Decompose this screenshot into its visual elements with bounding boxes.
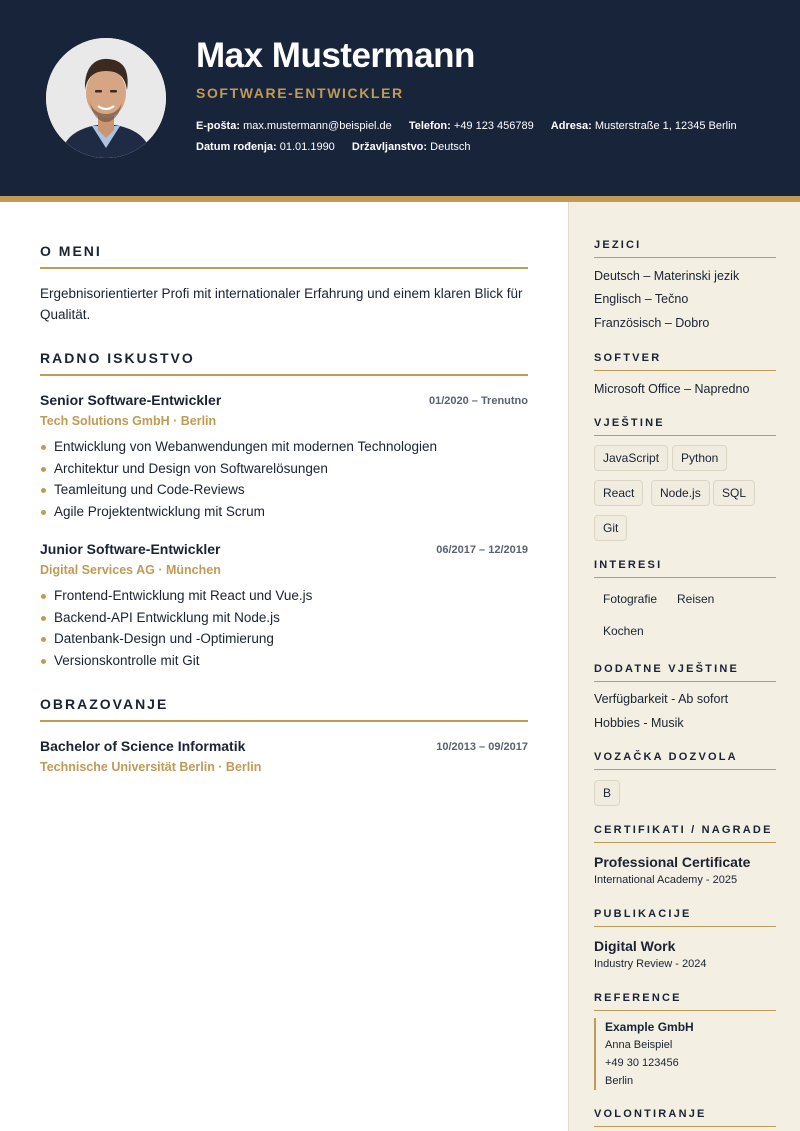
- job-bullets: [40, 436, 437, 522]
- education-degree: Bachelor of Science Informatik: [40, 738, 246, 754]
- skill-chip: Node.js: [651, 480, 710, 506]
- sidebar-heading-software: SOFTVER: [594, 352, 776, 371]
- bullet-item: Versionskontrolle mit Git: [40, 650, 312, 672]
- job-company: Tech Solutions GmbH · Berlin: [40, 414, 217, 428]
- contact-birthdate-label: Datum rođenja:: [196, 141, 277, 153]
- education-school: Technische Universität Berlin · Berlin: [40, 760, 262, 774]
- section-heading-experience: RADNO ISKUSTVO: [40, 350, 528, 376]
- extra-skill-item: Verfügbarkeit - Ab sofort: [594, 692, 729, 706]
- job-bullets: [40, 585, 312, 671]
- contact-row-1: [196, 120, 751, 132]
- interest-chip: Fotografie: [603, 592, 658, 606]
- skill-chip: SQL: [713, 480, 755, 506]
- sidebar-heading-skills: VJEŠTINE: [594, 417, 776, 436]
- avatar: [46, 38, 166, 158]
- bullet-item: Datenbank-Design und -Optimierung: [40, 628, 312, 650]
- contact-phone: [409, 120, 534, 132]
- sidebar: [568, 202, 800, 1131]
- publication-subtitle: Industry Review - 2024: [594, 958, 707, 970]
- bullet-item: Frontend-Entwicklung mit React und Vue.js: [40, 585, 312, 607]
- contact-nationality-label: Državljanstvo:: [351, 141, 428, 153]
- contact-address: [551, 120, 737, 132]
- sidebar-heading-license: VOZAČKA DOZVOLA: [594, 751, 776, 770]
- sidebar-heading-publications: PUBLIKACIJE: [594, 908, 776, 927]
- bullet-item: Entwicklung von Webanwendungen mit modernen Technologien: [40, 436, 437, 458]
- contact-address-label: Adresa:: [550, 120, 592, 132]
- sidebar-heading-languages: JEZICI: [594, 239, 776, 258]
- skill-chip: JavaScript: [594, 445, 668, 471]
- certificate-subtitle: International Academy - 2025: [594, 874, 738, 886]
- software-item: Microsoft Office – Napredno: [594, 382, 750, 396]
- reference-card: [594, 1018, 754, 1090]
- publication-title: Digital Work: [594, 938, 676, 954]
- contact-row-2: [196, 141, 485, 153]
- reference-city: Berlin: [605, 1075, 634, 1087]
- job-title: Junior Software-Entwickler: [40, 541, 221, 557]
- person-photo-icon: [46, 38, 166, 158]
- language-item: Englisch – Tečno: [594, 292, 689, 306]
- education-dates: 10/2013 – 09/2017: [436, 741, 528, 753]
- contact-nationality-value: Deutsch: [430, 141, 471, 153]
- candidate-name: Max Mustermann: [196, 36, 475, 75]
- contact-email-label: E-pošta:: [196, 120, 240, 132]
- skill-chip: Git: [594, 515, 627, 541]
- job-dates: 06/2017 – 12/2019: [436, 544, 528, 556]
- sidebar-heading-references: REFERENCE: [594, 992, 776, 1011]
- license-chip: B: [594, 780, 620, 806]
- contact-birthdate: [196, 141, 335, 153]
- about-text: Ergebnisorientierter Profi mit internationaler Erfahrung und einem klaren Blick für Qualität.: [40, 286, 523, 322]
- job-dates: 01/2020 – Trenutno: [428, 395, 528, 407]
- contact-birthdate-value: 01.01.1990: [279, 141, 335, 153]
- sidebar-heading-certificates: CERTIFIKATI / NAGRADE: [594, 824, 776, 843]
- certificate-title: Professional Certificate: [594, 854, 751, 870]
- interest-chip: Kochen: [603, 624, 644, 638]
- reference-phone[interactable]: +49 30 123456: [605, 1057, 679, 1069]
- skill-chip: React: [594, 480, 643, 506]
- section-heading-about: O MENI: [40, 243, 528, 269]
- job-company: Digital Services AG · München: [40, 563, 221, 577]
- job-title: Senior Software-Entwickler: [40, 392, 222, 408]
- interest-chip: Reisen: [677, 592, 715, 606]
- reference-person: Anna Beispiel: [605, 1039, 673, 1051]
- contact-phone-value[interactable]: +49 123 456789: [453, 120, 534, 132]
- sidebar-heading-interests: INTERESI: [594, 559, 776, 578]
- extra-skill-item: Hobbies - Musik: [594, 716, 684, 730]
- language-item: Deutsch – Materinski jezik: [594, 269, 740, 283]
- sidebar-heading-volunteering: VOLONTIRANJE: [594, 1108, 776, 1127]
- sidebar-heading-extra-skills: DODATNE VJEŠTINE: [594, 663, 776, 682]
- bullet-item: Backend-API Entwicklung mit Node.js: [40, 607, 312, 629]
- reference-company: Example GmbH: [605, 1020, 694, 1034]
- skill-chip: Python: [672, 445, 727, 471]
- contact-phone-label: Telefon:: [408, 120, 451, 132]
- contact-email-value[interactable]: max.mustermann@beispiel.de: [243, 120, 392, 132]
- contact-address-value: Musterstraße 1, 12345 Berlin: [594, 120, 737, 132]
- bullet-item: Teamleitung und Code-Reviews: [40, 479, 437, 501]
- candidate-title: SOFTWARE-ENTWICKLER: [196, 85, 404, 101]
- contact-nationality: [352, 141, 471, 153]
- language-item: Französisch – Dobro: [594, 316, 710, 330]
- contact-email: [196, 120, 392, 132]
- bullet-item: Agile Projektentwicklung mit Scrum: [40, 501, 437, 523]
- bullet-item: Architektur und Design von Softwarelösungen: [40, 458, 437, 480]
- section-heading-education: OBRAZOVANJE: [40, 696, 528, 722]
